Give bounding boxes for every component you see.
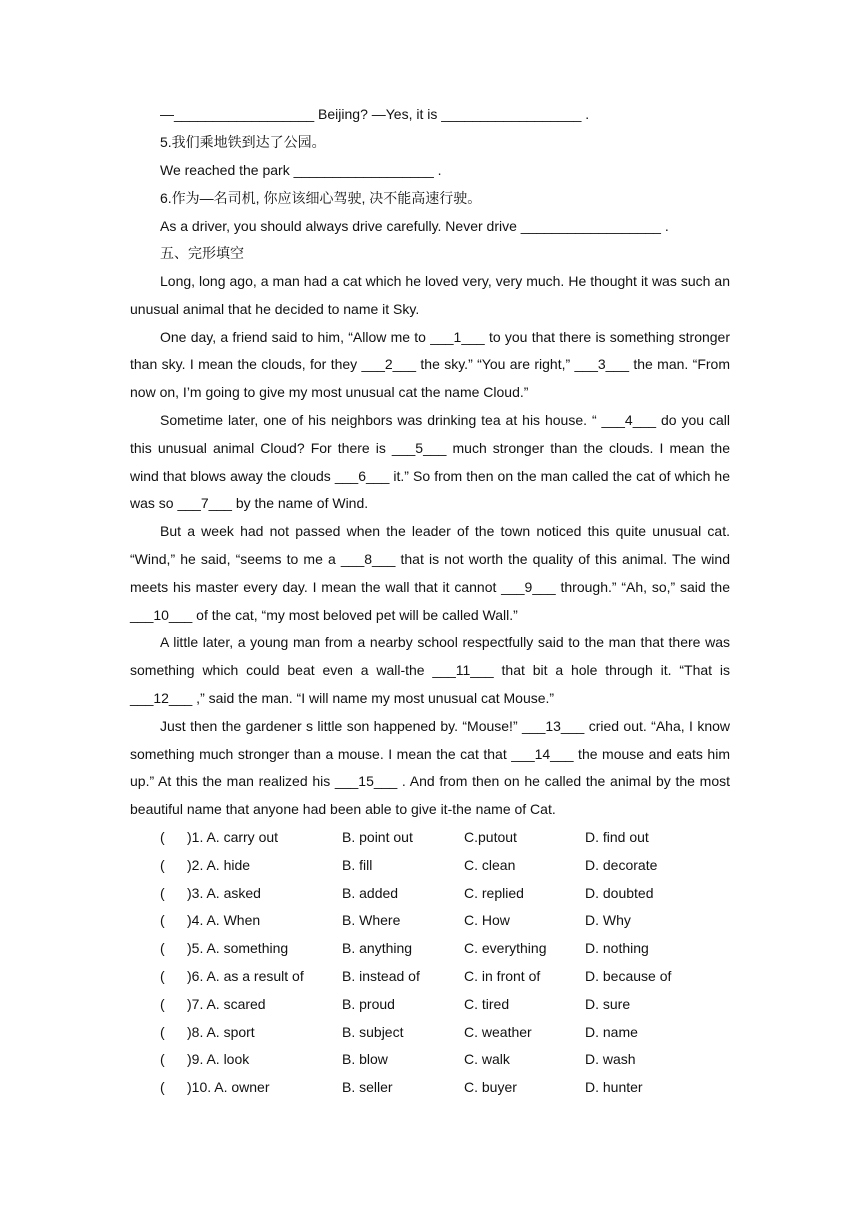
options-list xyxy=(130,824,730,1102)
passage-paragraph: Just then the gardener s little son happened by. “Mouse!” ___13___ cried out. “Aha, I know something much stronger than a mouse. I mean the cat that ___14___ the mouse and eats him up.” At this the man realized his ___15___ . And from then on he called the animal by the most beautiful name that anyone had been able to give it-the name of Cat. xyxy=(130,717,730,818)
option-a: )7. A. scared xyxy=(187,995,266,1012)
option-d: D. Why xyxy=(585,912,631,929)
option-a: )9. A. look xyxy=(187,1051,250,1068)
option-row xyxy=(130,1074,730,1102)
dialogue-fill-line: —__________________ Beijing? —Yes, it is __________________ . xyxy=(160,106,590,122)
option-b: B. anything xyxy=(342,940,413,957)
passage-paragraph: Long, long ago, a man had a cat which he loved very, very much. He thought it was such an unusual animal that he decided to name it Sky. xyxy=(130,273,730,317)
option-c: C. replied xyxy=(464,884,524,901)
option-a: )1. A. carry out xyxy=(187,828,279,845)
option-d: D. find out xyxy=(585,828,649,845)
option-a: )6. A. as a result of xyxy=(187,967,304,984)
option-row xyxy=(130,907,730,935)
option-a: )4. A. When xyxy=(187,912,261,929)
option-d: D. sure xyxy=(585,995,631,1012)
option-row xyxy=(130,1019,730,1047)
option-c: C.putout xyxy=(464,828,517,845)
answer-bracket: ( xyxy=(160,1051,165,1068)
option-c: C. walk xyxy=(464,1051,510,1068)
answer-bracket: ( xyxy=(160,1023,165,1040)
option-a: )2. A. hide xyxy=(187,856,251,873)
option-d: D. name xyxy=(585,1023,638,1040)
option-c: C. tired xyxy=(464,995,510,1012)
answer-bracket: ( xyxy=(160,884,165,901)
document-page xyxy=(130,100,730,1102)
option-b: B. fill xyxy=(342,856,373,873)
option-a: )5. A. something xyxy=(187,940,289,957)
option-c: C. How xyxy=(464,912,510,929)
option-a: )8. A. sport xyxy=(187,1023,255,1040)
answer-bracket: ( xyxy=(160,856,165,873)
question-5-english: We reached the park __________________ . xyxy=(160,162,442,178)
option-c: C. clean xyxy=(464,856,516,873)
option-c: C. buyer xyxy=(464,1079,517,1096)
option-b: B. seller xyxy=(342,1079,393,1096)
option-d: D. doubted xyxy=(585,884,654,901)
answer-bracket: ( xyxy=(160,940,165,957)
option-b: B. Where xyxy=(342,912,401,929)
option-row xyxy=(130,991,730,1019)
option-row xyxy=(130,935,730,963)
option-d: D. wash xyxy=(585,1051,636,1068)
option-b: B. instead of xyxy=(342,967,420,984)
option-row xyxy=(130,963,730,991)
option-d: D. hunter xyxy=(585,1079,643,1096)
option-c: C. in front of xyxy=(464,967,541,984)
passage-paragraph: One day, a friend said to him, “Allow me to ___1___ to you that there is something stronger than sky. I mean the clouds, for they ___2___ the sky.” “You are right,” ___3___ the man. “From now on, I’m going to give my most unusual cat the name Cloud.” xyxy=(130,328,730,401)
passage-paragraph: A little later, a young man from a nearby school respectfully said to the man that there was something which could beat even a wall-the ___11___ that bit a hole through it. “That is ___12___ ,” said the man. “I will name my most unusual cat Mouse.” xyxy=(130,634,730,706)
option-c: C. everything xyxy=(464,940,547,957)
option-b: B. subject xyxy=(342,1023,404,1040)
option-b: B. added xyxy=(342,884,399,901)
option-a: )3. A. asked xyxy=(187,884,261,901)
question-6-chinese: 6.作为—名司机, 你应该细心驾驶, 决不能高速行驶。 xyxy=(160,190,482,206)
answer-bracket: ( xyxy=(160,912,165,929)
option-row xyxy=(130,880,730,908)
option-d: D. nothing xyxy=(585,940,649,957)
option-c: C. weather xyxy=(464,1023,532,1040)
option-row xyxy=(130,852,730,880)
option-a: )10. A. owner xyxy=(187,1079,270,1096)
answer-bracket: ( xyxy=(160,828,165,845)
passage-paragraph: But a week had not passed when the leader of the town noticed this quite unusual cat. “Wind,” he said, “seems to me a ___8___ that is not worth the quality of this animal. The wind meets his master every day. I mean the wall that it cannot ___9___ through.” “Ah, so,” said the ___10___ of the cat, “my most beloved pet will be called Wall.” xyxy=(130,523,730,623)
passage-paragraph: Sometime later, one of his neighbors was drinking tea at his house. “ ___4___ do you call this unusual animal Cloud? For there is ___5___ much stronger than the clouds. I mean the wind that blows away the clouds ___6___ it.” So from then on the man called the cat of which he was so ___7___ by the name of Wind. xyxy=(130,411,730,512)
answer-bracket: ( xyxy=(160,967,165,984)
option-row xyxy=(130,824,730,852)
question-6-english: As a driver, you should always drive carefully. Never drive __________________ . xyxy=(160,218,669,234)
option-b: B. proud xyxy=(342,995,395,1012)
section-title: 五、完形填空 xyxy=(160,246,244,262)
answer-bracket: ( xyxy=(160,1079,165,1096)
option-b: B. point out xyxy=(342,828,413,845)
question-5-chinese: 5.我们乘地铁到达了公园。 xyxy=(160,134,326,150)
answer-bracket: ( xyxy=(160,995,165,1012)
option-d: D. because of xyxy=(585,967,672,984)
option-row xyxy=(130,1046,730,1074)
option-d: D. decorate xyxy=(585,856,658,873)
option-b: B. blow xyxy=(342,1051,388,1068)
